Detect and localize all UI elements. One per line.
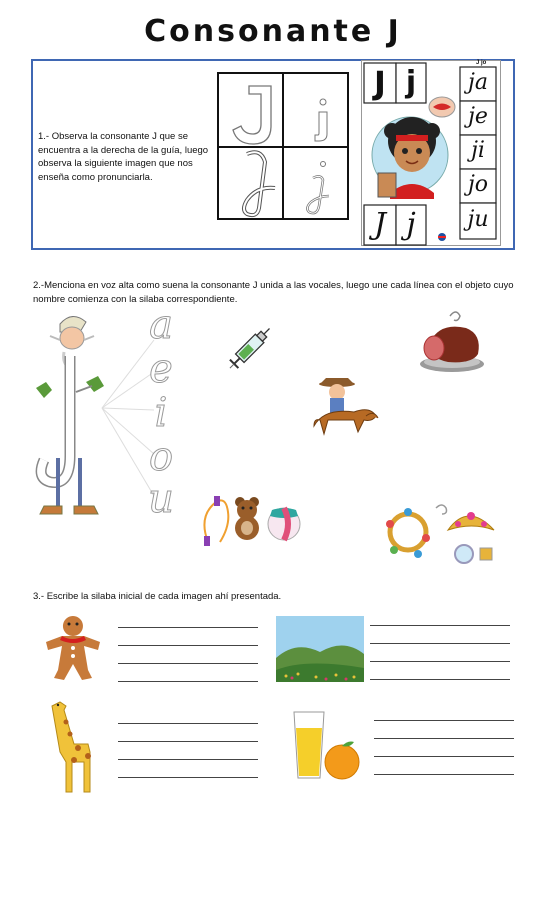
activity-2-instructions: 2.-Menciona en voz alta como suena la consonante J unida a las vocales, luego une cada línea con el objeto cuyo nombre comienza con la silaba correspondiente. xyxy=(33,280,514,305)
tiara-icon xyxy=(448,512,494,530)
vowel-e: e xyxy=(149,346,173,392)
activity-3-instructions: 3.- Escribe la silaba inicial de cada imagen ahí presentada. xyxy=(33,591,282,602)
cowboy-on-horse-icon[interactable] xyxy=(306,360,386,450)
jump-rope-icon xyxy=(204,500,228,542)
syllable-ju: ju xyxy=(467,207,489,232)
teddy-bear-icon xyxy=(235,497,259,540)
ring-icon xyxy=(455,545,492,563)
orange-juice-icon xyxy=(290,706,366,782)
ham-icon[interactable] xyxy=(412,306,492,378)
left-shoe-icon xyxy=(40,506,62,514)
vowel-u: u xyxy=(148,476,174,522)
orange-icon xyxy=(325,745,359,779)
letter-j-grid xyxy=(217,72,349,220)
jewelry-icon[interactable] xyxy=(378,498,504,568)
giraffe-icon xyxy=(44,696,100,794)
print-upper-j-glyph xyxy=(233,86,271,144)
letter-j-card xyxy=(361,60,501,246)
syringe-icon[interactable] xyxy=(218,318,280,380)
syllable-ja: ja xyxy=(468,70,488,95)
right-shoe-icon xyxy=(74,506,98,514)
print-lower-j-dot xyxy=(320,99,326,105)
syllable-jo: jo xyxy=(467,172,489,197)
left-glove-icon xyxy=(36,382,52,398)
bracelet-icon xyxy=(390,514,426,550)
syllable-je: je xyxy=(468,104,488,129)
ball-icon xyxy=(268,508,300,540)
cursive-lower-j-dot xyxy=(321,162,326,167)
vowel-o: o xyxy=(148,434,174,480)
print-lower-j-glyph xyxy=(315,112,327,141)
gingerbread-man-icon xyxy=(42,612,104,682)
syllable-ji: ji xyxy=(471,138,485,163)
vowel-a: a xyxy=(149,302,173,348)
card-cursive-lower-j: j xyxy=(406,207,416,242)
card-lower-j: j xyxy=(405,65,417,100)
toys-icon[interactable] xyxy=(200,492,304,548)
activity-1-instructions: 1.- Observa la consonante J que se encuentra a la derecha de la guía, luego observa la siguiente imagen que nos enseña como pronunciarla. xyxy=(38,131,209,183)
page-title: Consonante J xyxy=(144,14,402,49)
card-corner-tag: J jo xyxy=(476,60,487,66)
landscape-field-icon xyxy=(276,616,364,682)
card-upper-j: J xyxy=(374,64,386,102)
vowel-i: i xyxy=(154,390,168,436)
card-cursive-upper-j: J xyxy=(373,207,387,242)
